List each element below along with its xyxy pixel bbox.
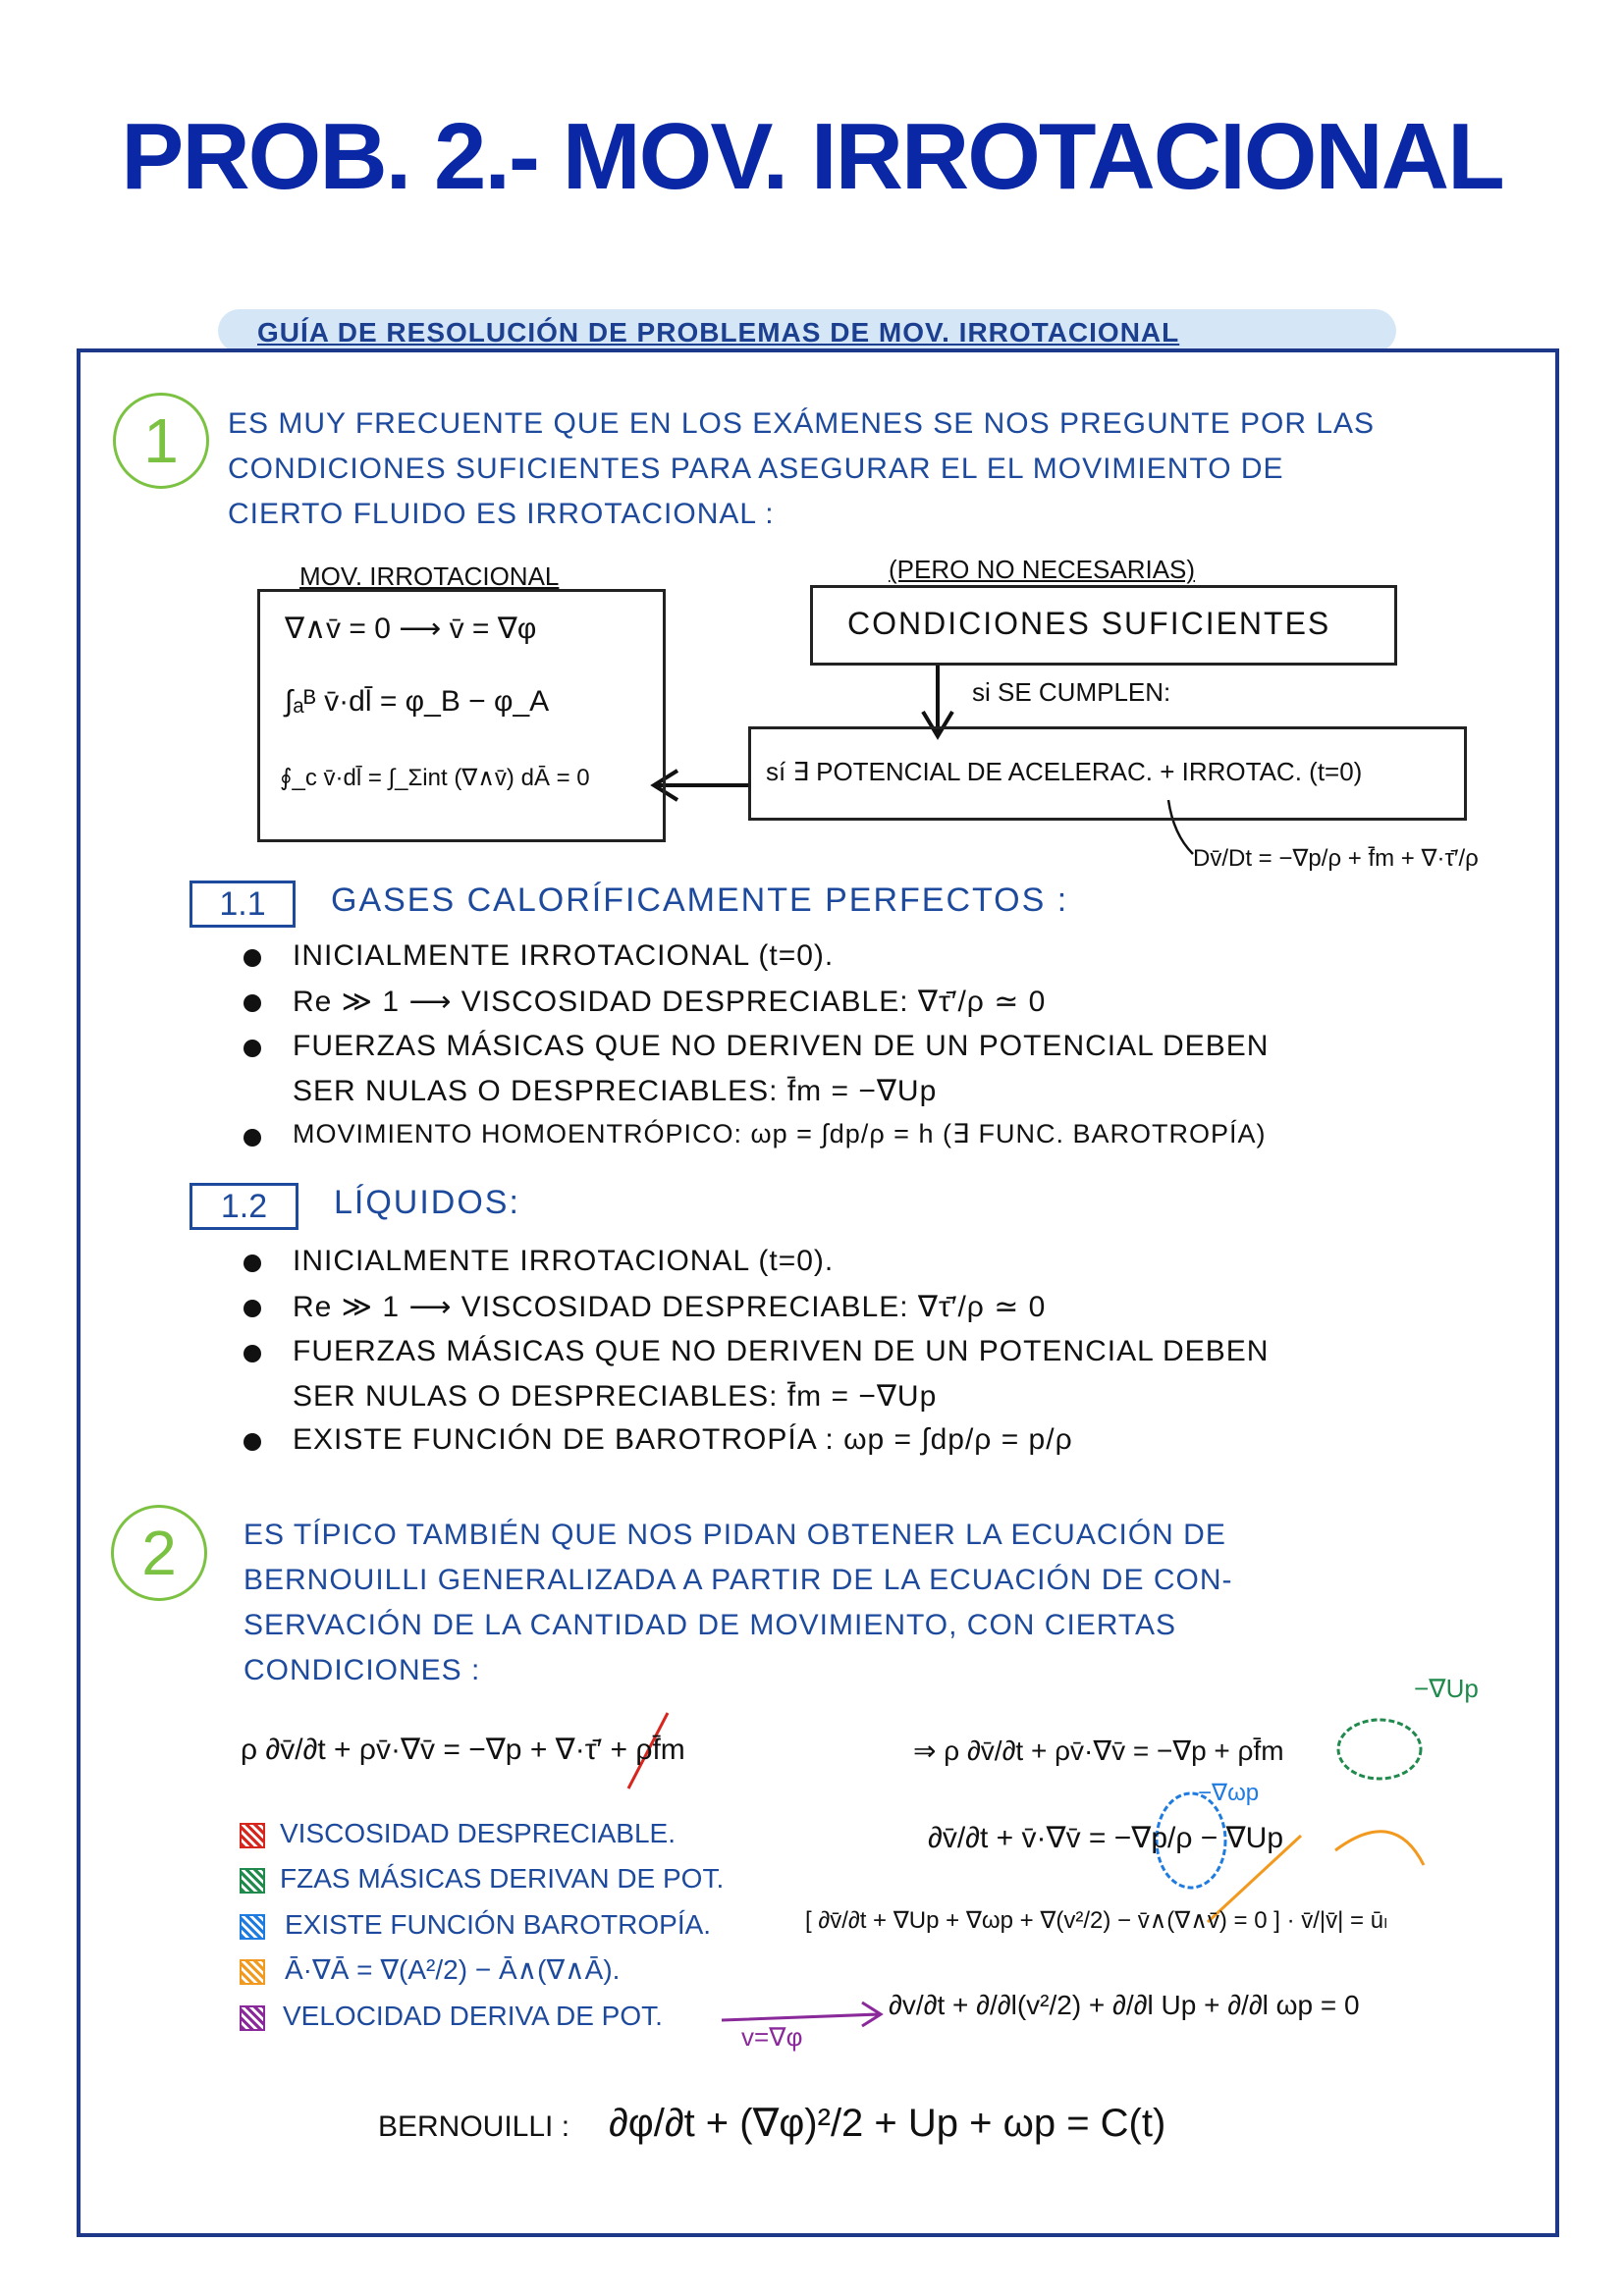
bullet-icon bbox=[244, 1345, 261, 1362]
purple-swatch-icon bbox=[240, 2005, 265, 2031]
bracket-eq: [ ∂v̄/∂t + ∇Up + ∇ωp + ∇(v²/2) − v̄∧(∇∧v̄) = 0 ] · v̄/|v̄| = ūₗ bbox=[805, 1907, 1388, 1934]
condition-text: Ā·∇Ā = ∇(A²/2) − Ā∧(∇∧Ā). bbox=[285, 1954, 621, 1985]
bullet-text: INICIALMENTE IRROTACIONAL (t=0). bbox=[293, 1245, 835, 1277]
bullet-text: FUERZAS MÁSICAS QUE NO DERIVEN DE UN POTENCIAL DEBEN bbox=[293, 1030, 1270, 1062]
condition-text: VISCOSIDAD DESPRECIABLE. bbox=[280, 1818, 677, 1848]
orange-swatch-icon bbox=[240, 1959, 265, 1985]
bullet-text: INICIALMENTE IRROTACIONAL (t=0). bbox=[293, 939, 835, 972]
step-2-line: CONDICIONES : bbox=[244, 1654, 481, 1686]
section-1-1-heading: GASES CALORÍFICAMENTE PERFECTOS : bbox=[331, 881, 1069, 919]
wp-annotation: −∇ωp bbox=[1198, 1780, 1260, 1806]
bullet-text: SER NULAS O DESPRECIABLES: f̄m = −∇Up bbox=[293, 1075, 938, 1107]
irrotational-box bbox=[257, 589, 666, 842]
left-box-label: MOV. IRROTACIONAL bbox=[299, 561, 560, 591]
section-1-1-number: 1.1 bbox=[189, 881, 296, 928]
bullet-icon bbox=[244, 1433, 261, 1451]
page-title: PROB. 2.- MOV. IRROTACIONAL bbox=[121, 104, 1503, 209]
condition-text: VELOCIDAD DERIVA DE POT. bbox=[283, 2001, 663, 2031]
subtitle: GUÍA DE RESOLUCIÓN DE PROBLEMAS DE MOV. IRROTACIONAL bbox=[257, 317, 1180, 347]
section-1-2-number: 1.2 bbox=[189, 1183, 298, 1230]
irrot-eq: ∇∧v̄ = 0 ⟶ v̄ = ∇φ bbox=[285, 613, 537, 645]
condition-text: EXISTE FUNCIÓN BAROTROPÍA. bbox=[285, 1909, 712, 1940]
orange-arrow-icon bbox=[1335, 1832, 1424, 1865]
potential-velocity-label: v=∇φ bbox=[741, 2022, 803, 2052]
condition-text: FZAS MÁSICAS DERIVAN DE POT. bbox=[280, 1863, 725, 1894]
momentum-eq: Dv̄/Dt = −∇p/ρ + f̄m + ∇·τ̄′/ρ bbox=[1193, 845, 1479, 872]
blue-swatch-icon bbox=[240, 1914, 265, 1940]
bernoulli-label: BERNOUILLI : bbox=[378, 2110, 570, 2143]
bernoulli-eq: ∂φ/∂t + (∇φ)²/2 + Up + ωp = C(t) bbox=[609, 2102, 1166, 2145]
bullet-icon bbox=[244, 1040, 261, 1057]
momentum-reduced-eq: ⇒ ρ ∂v̄/∂t + ρv̄·∇v̄ = −∇p + ρf̄m bbox=[913, 1735, 1284, 1766]
arrow-left-icon bbox=[654, 771, 748, 800]
step-1-line: CIERTO FLUIDO ES IRROTACIONAL : bbox=[228, 498, 775, 530]
potential-box bbox=[748, 726, 1467, 821]
step-2-circle: 2 bbox=[111, 1505, 207, 1601]
bullet-text: EXISTE FUNCIÓN DE BAROTROPÍA : ωp = ∫dp/ρ = p/ρ bbox=[293, 1423, 1073, 1456]
red-swatch-icon bbox=[240, 1823, 265, 1848]
if-fulfilled-label: si SE CUMPLEN: bbox=[972, 677, 1171, 707]
bullet-text: Re ≫ 1 ⟶ VISCOSIDAD DESPRECIABLE: ∇τ̄′/ρ ≃ 0 bbox=[293, 986, 1047, 1018]
line-integral-eq: ∫ₐᴮ v̄·dl̄ = φ_B − φ_A bbox=[285, 685, 550, 718]
bullet-text: FUERZAS MÁSICAS QUE NO DERIVEN DE UN POTENCIAL DEBEN bbox=[293, 1335, 1270, 1367]
green-swatch-icon bbox=[240, 1868, 265, 1894]
step-2-line: BERNOUILLI GENERALIZADA A PARTIR DE LA ECUACIÓN DE CON- bbox=[244, 1564, 1233, 1596]
momentum-full-eq: ρ ∂v̄/∂t + ρv̄·∇v̄ = −∇p + ∇·τ̄′ + ρf̄m bbox=[241, 1734, 685, 1766]
divided-eq: ∂v̄/∂t + v̄·∇v̄ = −∇p/ρ − ∇Up bbox=[928, 1822, 1284, 1854]
step-1-line: ES MUY FRECUENTE QUE EN LOS EXÁMENES SE NOS PREGUNTE POR LAS bbox=[228, 407, 1376, 440]
step-1-circle: 1 bbox=[113, 393, 209, 489]
bullet-icon bbox=[244, 1300, 261, 1317]
step-1-line: CONDICIONES SUFICIENTES PARA ASEGURAR EL EL MOVIMIENTO DE bbox=[228, 453, 1284, 485]
bullet-icon bbox=[244, 1129, 261, 1147]
potential-label: sí ∃ POTENCIAL DE ACELERAC. + IRROTAC. (t=0) bbox=[766, 757, 1363, 786]
stokes-eq: ∮_c v̄·dl̄ = ∫_Σint (∇∧v̄) dĀ = 0 bbox=[280, 765, 590, 791]
bullet-icon bbox=[244, 949, 261, 967]
bullet-text: SER NULAS O DESPRECIABLES: f̄m = −∇Up bbox=[293, 1380, 938, 1413]
streamline-eq: ∂v/∂t + ∂/∂l(v²/2) + ∂/∂l Up + ∂/∂l ωp = 0 bbox=[889, 1990, 1360, 2020]
not-necessary-note: (PERO NO NECESARIAS) bbox=[889, 555, 1196, 584]
step-2-line: ES TÍPICO TAMBIÉN QUE NOS PIDAN OBTENER LA ECUACIÓN DE bbox=[244, 1519, 1226, 1551]
bullet-text: MOVIMIENTO HOMOENTRÓPICO: ωp = ∫dp/ρ = h (∃ FUNC. BAROTROPÍA) bbox=[293, 1119, 1267, 1148]
step-2-line: SERVACIÓN DE LA CANTIDAD DE MOVIMIENTO, CON CIERTAS bbox=[244, 1609, 1177, 1641]
green-cloud-icon bbox=[1338, 1720, 1421, 1779]
bullet-icon bbox=[244, 1255, 261, 1272]
fm-annotation: −∇Up bbox=[1414, 1674, 1479, 1703]
section-1-2-heading: LÍQUIDOS: bbox=[334, 1184, 520, 1221]
bullet-text: Re ≫ 1 ⟶ VISCOSIDAD DESPRECIABLE: ∇τ̄′/ρ ≃ 0 bbox=[293, 1291, 1047, 1323]
sufficient-conditions-label: CONDICIONES SUFICIENTES bbox=[847, 606, 1331, 641]
sufficient-conditions-box bbox=[810, 585, 1397, 666]
bullet-icon bbox=[244, 994, 261, 1012]
